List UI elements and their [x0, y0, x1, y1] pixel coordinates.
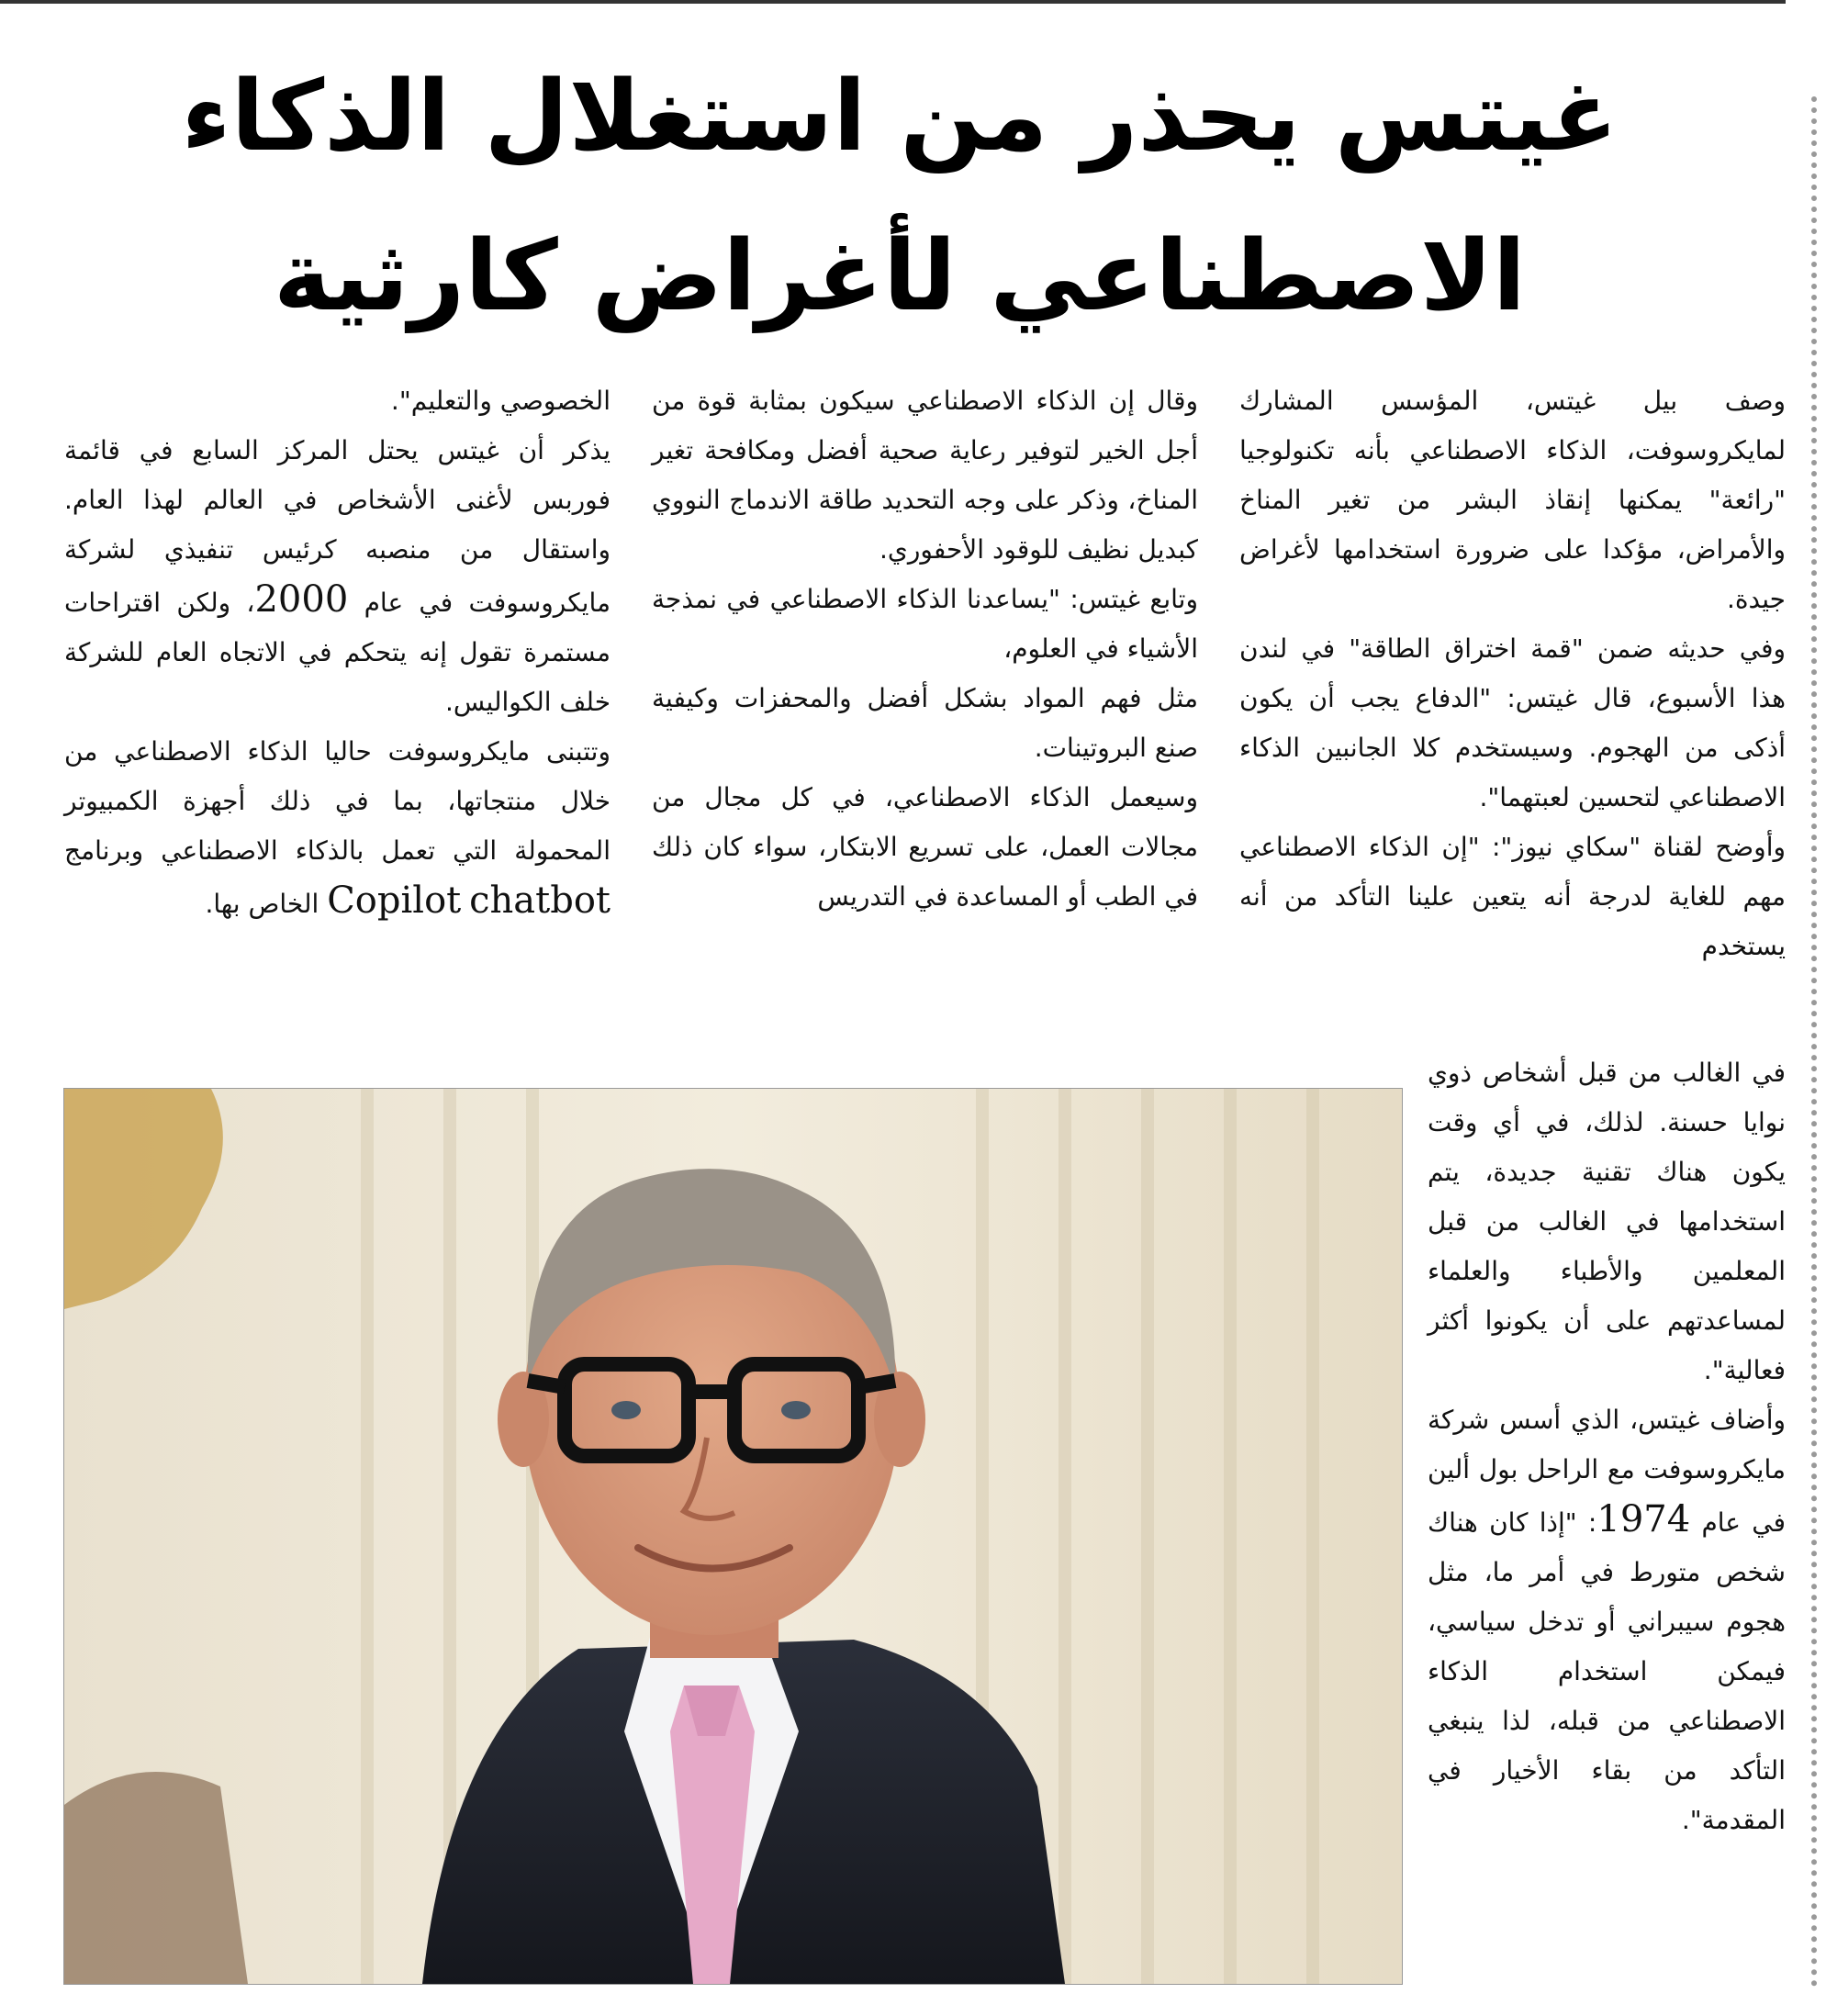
paragraph: وفي حديثه ضمن "قمة اختراق الطاقة" في لندن هذا الأسبوع، قال غيتس: "الدفاع يجب أن يكون أذكى من الهجوم. وسيستخدم كلا الجانبين الذكاء الاصطناعي لتحسين لعبتهما". — [1239, 633, 1786, 812]
portrait-photo — [63, 1088, 1403, 1985]
headline-line-2: الاصطناعي لأغراض كارثية — [273, 219, 1527, 332]
year-1974: 1974 — [1596, 1498, 1691, 1540]
headline-line-1: غيتس يحذر من استغلال الذكاء — [181, 60, 1619, 173]
dotted-column-rule — [1811, 96, 1817, 1988]
paragraph: وأضاف غيتس، الذي أسس شركة مايكروسوفت مع الراحل بول ألين في عام 1974: "إذا كان هناك شخص متورط في أمر ما، مثل هجوم سيبراني أو تدخل سياسي، فيمكن استخدام الذكاء الاصطناعي من قبله، لذا ينبغي التأكد من بقاء الأخيار في المقدمة". — [1428, 1405, 1786, 1835]
paragraph: وصف بيل غيتس، المؤسس المشارك لمايكروسوفت، الذكاء الاصطناعي بأنه تكنولوجيا "رائعة" يمكنها إنقاذ البشر من تغير المناخ والأمراض، مؤكدا على ضرورة استخدامها لأغراض جيدة. — [1239, 386, 1786, 614]
top-rule — [0, 0, 1786, 4]
copilot-word: Copilot — [327, 879, 462, 922]
paragraph: الخصوصي والتعليم". — [390, 386, 611, 416]
article-column-left — [64, 376, 611, 929]
year-2000: 2000 — [254, 578, 349, 621]
paragraph: يذكر أن غيتس يحتل المركز السابع في قائمة فوربس لأغنى الأشخاص في العالم لهذا العام. واستقال من منصبه كرئيس تنفيذي لشركة مايكروسوفت في عام 2000، ولكن اقتراحات مستمرة تقول إنه يتحكم في الاتجاه العام للشركة خلف الكواليس. — [64, 435, 611, 717]
paragraph: في الغالب من قبل أشخاص ذوي نوايا حسنة. لذلك، في أي وقت يكون هناك تقنية جديدة، يتم استخدامها في الغالب من قبل المعلمين والأطباء والعلماء لمساعدتهم على أن يكونوا أكثر فعالية". — [1428, 1058, 1786, 1385]
paragraph: مثل فهم المواد بشكل أفضل والمحفزات وكيفية صنع البروتينات. — [652, 683, 1198, 763]
paragraph: وأوضح لقناة "سكاي نيوز": "إن الذكاء الاصطناعي مهم للغاية لدرجة أنه يتعين علينا التأكد من أنه يستخدم — [1239, 832, 1786, 961]
article-column-right — [1239, 376, 1786, 971]
paragraph: وقال إن الذكاء الاصطناعي سيكون بمثابة قوة من أجل الخير لتوفير رعاية صحية أفضل ومكافحة تغير المناخ، وذكر على وجه التحديد طاقة الاندماج النووي كبديل نظيف للوقود الأحفوري. — [652, 386, 1198, 565]
portrait-illustration — [64, 1089, 1402, 1984]
paragraph: وتتبنى مايكروسوفت حاليا الذكاء الاصطناعي من خلال منتجاتها، بما في ذلك أجهزة الكمبيوتر المحمولة التي تعمل بالذكاء الاصطناعي وبرنامج Copilot chatbot الخاص بها. — [64, 736, 611, 922]
chatbot-word: chatbot — [469, 879, 611, 922]
paragraph: وتابع غيتس: "يساعدنا الذكاء الاصطناعي في نمذجة الأشياء في العلوم، — [652, 584, 1198, 664]
article-column-middle — [652, 376, 1198, 922]
paragraph: وسيعمل الذكاء الاصطناعي، في كل مجال من مجالات العمل، على تسريع الابتكار، سواء كان ذلك في الطب أو المساعدة في التدريس — [652, 782, 1198, 912]
headline — [110, 37, 1689, 356]
article-column-right-continued — [1428, 1048, 1786, 1845]
